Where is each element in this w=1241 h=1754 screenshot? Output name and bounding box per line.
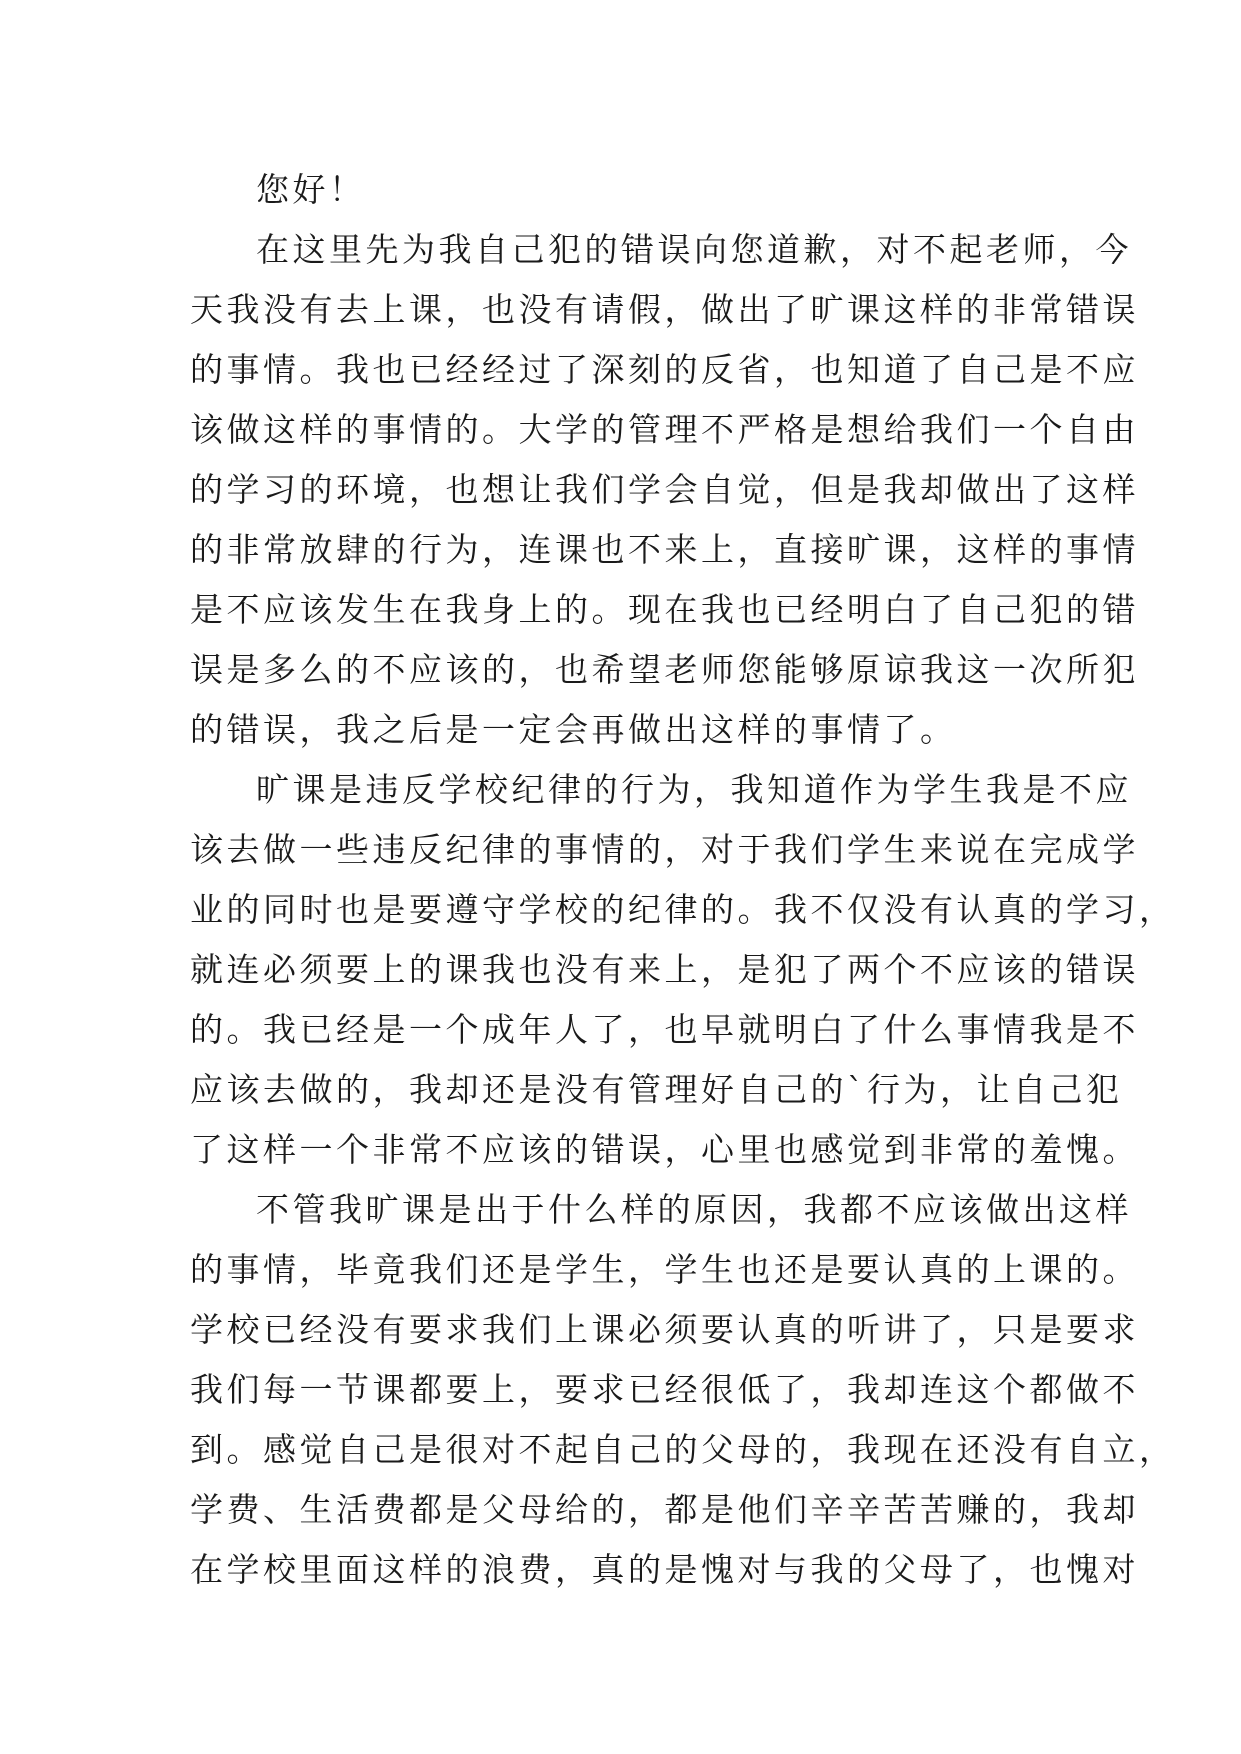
text-line: 的事情。我也已经经过了深刻的反省，也知道了自己是不应 bbox=[190, 350, 1139, 389]
text-line: 在学校里面这样的浪费，真的是愧对与我的父母了，也愧对 bbox=[190, 1550, 1139, 1589]
letter-body bbox=[190, 160, 1176, 1600]
text-line: 不管我旷课是出于什么样的原因，我都不应该做出这样 bbox=[256, 1190, 1132, 1229]
text-line: 学费、生活费都是父母给的，都是他们辛辛苦苦赚的，我却 bbox=[190, 1490, 1139, 1529]
text-line: 的错误，我之后是一定会再做出这样的事情了。 bbox=[190, 710, 957, 749]
text-line: 的学习的环境，也想让我们学会自觉，但是我却做出了这样 bbox=[190, 470, 1139, 509]
text-line: 到。感觉自己是很对不起自己的父母的，我现在还没有自立， bbox=[190, 1430, 1176, 1469]
text-line: 天我没有去上课，也没有请假，做出了旷课这样的非常错误 bbox=[190, 290, 1139, 329]
text-line: 误是多么的不应该的，也希望老师您能够原谅我这一次所犯 bbox=[190, 650, 1139, 689]
text-line: 旷课是违反学校纪律的行为，我知道作为学生我是不应 bbox=[256, 770, 1132, 809]
text-line: 是不应该发生在我身上的。现在我也已经明白了自己犯的错 bbox=[190, 590, 1139, 629]
text-line: 该做这样的事情的。大学的管理不严格是想给我们一个自由 bbox=[190, 410, 1139, 449]
greeting: 您好！ bbox=[256, 170, 366, 209]
paragraph-1 bbox=[190, 220, 1139, 760]
text-line: 就连必须要上的课我也没有来上，是犯了两个不应该的错误 bbox=[190, 950, 1139, 989]
text-line: 我们每一节课都要上，要求已经很低了，我却连这个都做不 bbox=[190, 1370, 1139, 1409]
text-line: 应该去做的，我却还是没有管理好自己的`行为，让自己犯 bbox=[190, 1070, 1123, 1109]
text-line: 业的同时也是要遵守学校的纪律的。我不仅没有认真的学习， bbox=[190, 890, 1176, 929]
text-line: 学校已经没有要求我们上课必须要认真的听讲了，只是要求 bbox=[190, 1310, 1139, 1349]
text-line: 了这样一个非常不应该的错误，心里也感觉到非常的羞愧。 bbox=[190, 1130, 1139, 1169]
text-line: 的。我已经是一个成年人了，也早就明白了什么事情我是不 bbox=[190, 1010, 1139, 1049]
text-line: 在这里先为我自己犯的错误向您道歉，对不起老师，今 bbox=[256, 230, 1132, 269]
paragraph-2 bbox=[190, 760, 1176, 1180]
text-line: 该去做一些违反纪律的事情的，对于我们学生来说在完成学 bbox=[190, 830, 1139, 869]
text-line: 的事情，毕竟我们还是学生，学生也还是要认真的上课的。 bbox=[190, 1250, 1139, 1289]
text-line: 的非常放肆的行为，连课也不来上，直接旷课，这样的事情 bbox=[190, 530, 1139, 569]
paragraph-3 bbox=[190, 1180, 1176, 1600]
